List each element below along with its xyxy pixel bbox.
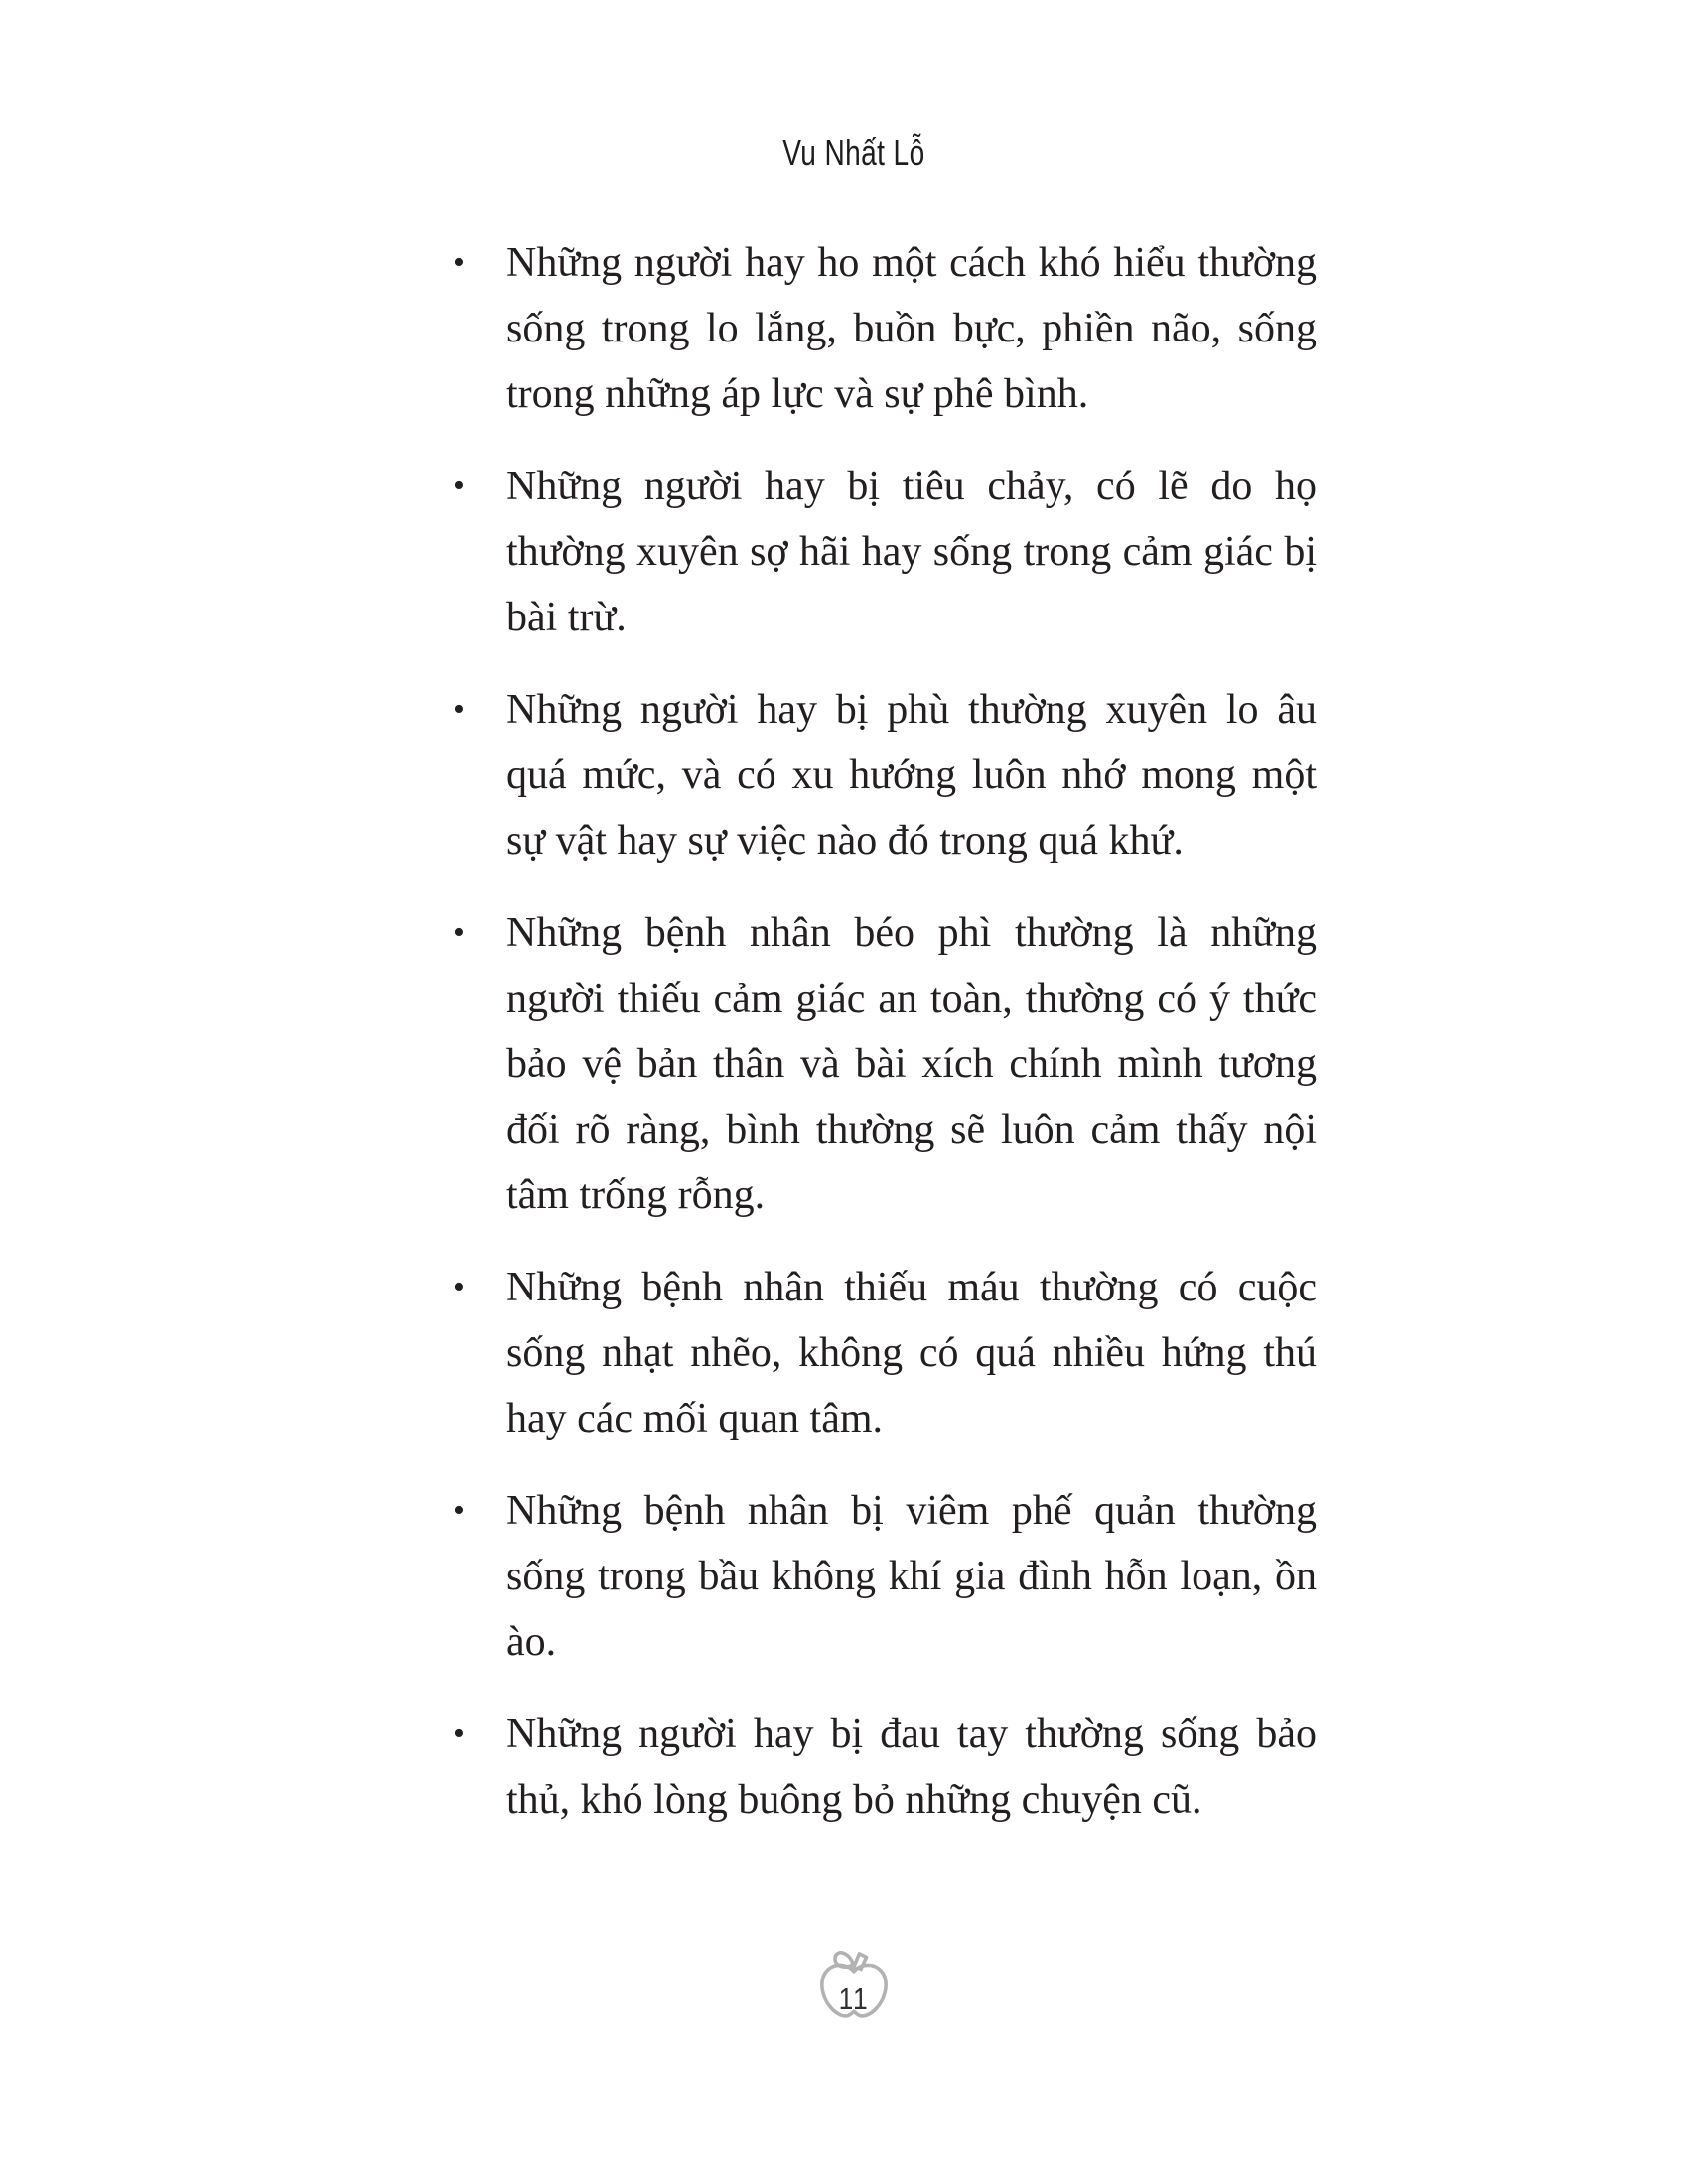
bullet-marker: • — [453, 914, 465, 951]
bullet-text: Những bệnh nhân thiếu máu thường có cuộc sống nhạt nhẽo, không có quá nhiều hứng thú hay các mối quan tâm. — [506, 1265, 1317, 1441]
bullet-text: Những người hay bị phù thường xuyên lo âu quá mức, và có xu hướng luôn nhớ mong một sự vật hay sự việc nào đó trong quá khứ. — [506, 687, 1317, 864]
page-footer — [0, 1944, 1688, 2031]
bullet-list — [453, 230, 1317, 1859]
bullet-text: Những người hay bị tiêu chảy, có lẽ do họ thường xuyên sợ hãi hay sống trong cảm giác bị bài trừ. — [506, 464, 1317, 640]
bullet-item — [453, 677, 1317, 874]
bullet-text: Những bệnh nhân béo phì thường là những người thiếu cảm giác an toàn, thường có ý thức bảo vệ bản thân và bài xích chính mình tương đối rõ ràng, bình thường sẽ luôn cảm thấy nội tâm trống rỗng. — [506, 910, 1317, 1218]
bullet-item — [453, 1478, 1317, 1675]
bullet-item — [453, 1255, 1317, 1451]
bullet-marker: • — [453, 244, 465, 281]
bullet-marker: • — [453, 468, 465, 504]
bullet-item — [453, 1702, 1317, 1833]
bullet-marker: • — [453, 1269, 465, 1305]
bullet-item — [453, 230, 1317, 427]
bullet-item — [453, 454, 1317, 650]
bullet-text: Những bệnh nhân bị viêm phế quản thường sống trong bầu không khí gia đình hỗn loạn, ồn ào. — [506, 1488, 1317, 1665]
bullet-text: Những người hay ho một cách khó hiểu thường sống trong lo lắng, buồn bực, phiền não, sống trong những áp lực và sự phê bình. — [506, 240, 1317, 417]
bullet-item — [453, 900, 1317, 1228]
page-header — [10, 132, 1688, 174]
bullet-marker: • — [453, 691, 465, 728]
bullet-marker: • — [453, 1492, 465, 1529]
bullet-marker: • — [453, 1715, 465, 1752]
page-number-ornament — [809, 1944, 899, 2031]
author-name: Vu Nhất Lỗ — [782, 132, 925, 173]
bullet-text: Những người hay bị đau tay thường sống bảo thủ, khó lòng buông bỏ những chuyện cũ. — [506, 1711, 1317, 1823]
page-number: 11 — [838, 1981, 870, 2016]
